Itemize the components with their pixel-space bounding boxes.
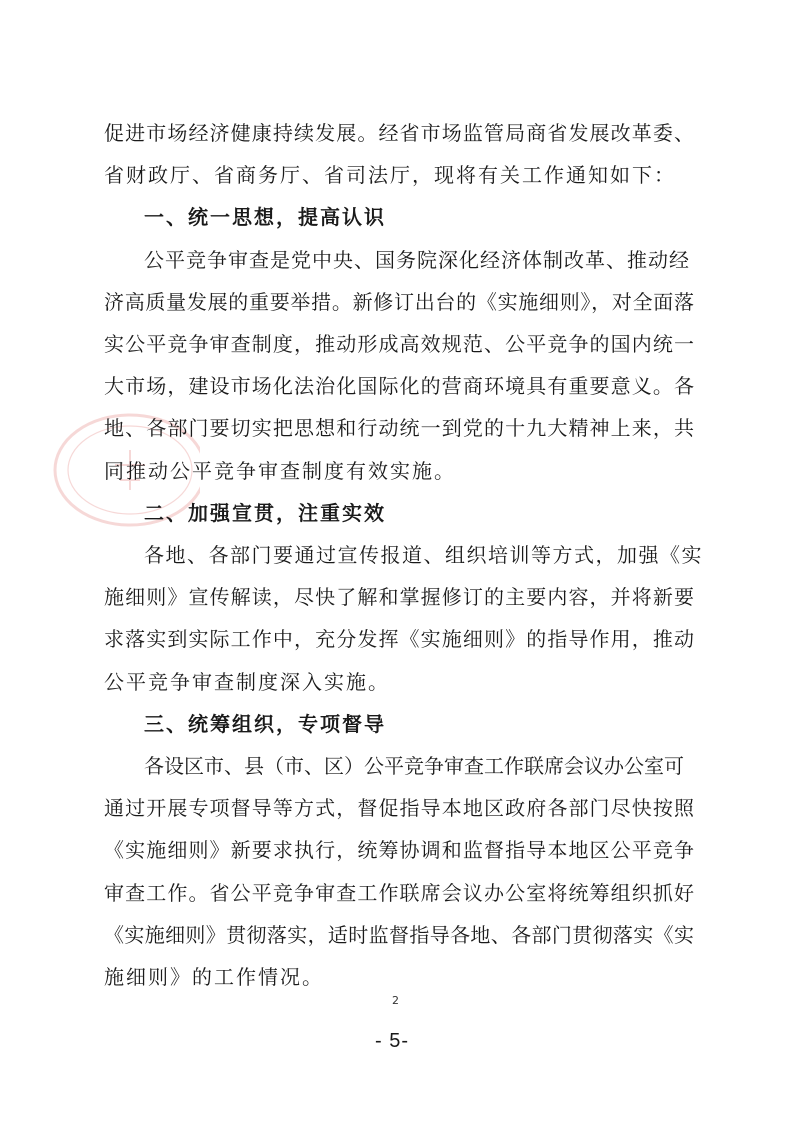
body-line: 各设区市、县（市、区）公平竞争审查工作联席会议办公室可 — [144, 754, 684, 778]
body-line: 公平竞争审查是党中央、国务院深化经济体制改革、推动经 — [144, 248, 690, 272]
body-line: 求落实到实际工作中，充分发挥《实施细则》的指导作用，推动 — [104, 627, 694, 651]
body-line: 公平竞争审查制度深入实施。 — [104, 670, 390, 694]
body-line: 施细则》宣传解读，尽快了解和掌握修订的主要内容，并将新要 — [104, 585, 694, 609]
body-line: 通过开展专项督导等方式，督促指导本地区政府各部门尽快按照 — [104, 796, 694, 820]
small-page-marker: 2 — [392, 994, 399, 1007]
body-line: 审查工作。省公平竞争审查工作联席会议办公室将统筹组织抓好 — [104, 881, 694, 905]
section-heading-1: 一、统一思想，提高认识 — [144, 205, 386, 229]
body-line: 《实施细则》贯彻落实，适时监督指导各地、各部门贯彻落实《实 — [104, 923, 694, 947]
body-line: 省财政厅、省商务厅、省司法厅，现将有关工作通知如下： — [104, 163, 676, 187]
body-line: 各地、各部门要通过宣传报道、组织培训等方式，加强《实 — [144, 543, 703, 567]
body-line: 地、各部门要切实把思想和行动统一到党的十九大精神上来，共 — [104, 416, 694, 440]
body-line: 同推动公平竞争审查制度有效实施。 — [104, 459, 456, 483]
body-line: 济高质量发展的重要举措。新修订出台的《实施细则》，对全面落 — [104, 290, 694, 314]
body-line: 实公平竞争审查制度，推动形成高效规范、公平竞争的国内统一 — [104, 332, 694, 356]
section-heading-2: 二、加强宣贯，注重实效 — [144, 501, 386, 525]
body-line: 《实施细则》新要求执行，统筹协调和监督指导本地区公平竞争 — [104, 838, 694, 862]
section-heading-3: 三、统筹组织，专项督导 — [144, 712, 386, 736]
body-line: 施细则》的工作情况。 — [104, 965, 324, 989]
body-line: 促进市场经济健康持续发展。经省市场监管局商省发展改革委、 — [104, 121, 694, 145]
page-number: - 5- — [375, 1030, 409, 1052]
body-line: 大市场，建设市场化法治化国际化的营商环境具有重要意义。各 — [104, 374, 694, 398]
